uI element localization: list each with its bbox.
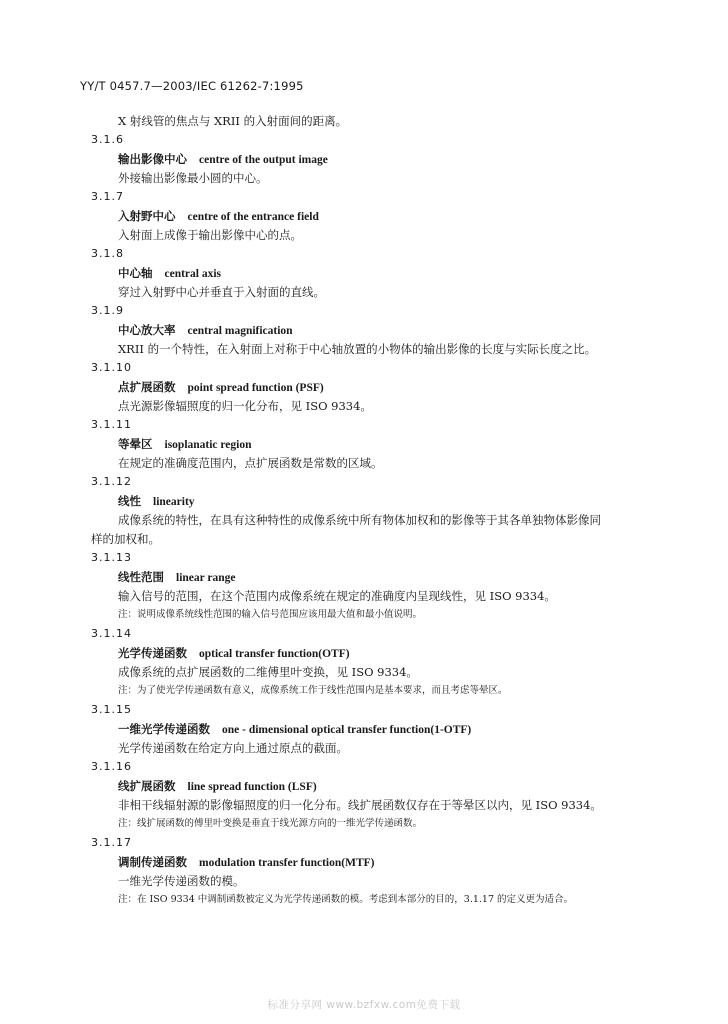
definition-text: 在规定的准确度范围内，点扩展函数是常数的区域。 [118, 456, 383, 470]
term-en: central axis [164, 268, 222, 280]
document-header: YY/T 0457.7—2003/IEC 61262-7:1995 [80, 79, 304, 93]
definition-text: 外接输出影像最小圆的中心。 [118, 171, 268, 185]
term-en: centre of the output image [199, 154, 328, 166]
definition-text: 一维光学传递函数的模。 [118, 874, 245, 888]
clause-number: 3.1.12 [91, 475, 132, 488]
term-en: linear range [176, 572, 236, 584]
note-text: 注：说明成像系统线性范围的输入信号范围应该用最大值和最小值说明。 [118, 609, 423, 620]
term-heading [118, 152, 328, 167]
clause-number: 3.1.17 [91, 836, 132, 849]
clause-number: 3.1.8 [91, 247, 124, 260]
term-heading [118, 646, 350, 661]
definition-text: X 射线管的焦点与 XRII 的入射面间的距离。 [118, 114, 348, 128]
clause-number: 3.1.11 [91, 418, 132, 431]
term-zh: 调制传递函数 [118, 855, 187, 869]
term-en: central magnification [187, 325, 293, 337]
term-zh: 线扩展函数 [118, 779, 176, 793]
term-zh: 等晕区 [118, 437, 153, 451]
definition-text: 点光源影像辐照度的归一化分布，见 ISO 9334。 [118, 399, 372, 413]
note-text: 注：线扩展函数的傅里叶变换是垂直于线光源方向的一维光学传递函数。 [118, 818, 423, 829]
term-zh: 点扩展函数 [118, 380, 176, 394]
term-zh: 光学传递函数 [118, 646, 187, 660]
definition-text: XRII 的一个特性，在入射面上对称于中心轴放置的小物体的输出影像的长度与实际长度之比。 [118, 342, 597, 356]
note-text: 注：在 ISO 9334 中调制函数被定义为光学传递函数的模。考虑到本部分的目的，3.1.17 的定义更为适合。 [118, 894, 574, 905]
term-heading [118, 855, 374, 870]
definition-text: 成像系统的点扩展函数的二维傅里叶变换，见 ISO 9334。 [118, 665, 418, 679]
term-zh: 一维光学传递函数 [118, 722, 210, 736]
term-en: point spread function (PSF) [187, 382, 324, 394]
term-en: modulation transfer function(MTF) [199, 857, 375, 869]
clause-number: 3.1.7 [91, 190, 124, 203]
watermark-footer: 标准分享网 www.bzfxw.com免费下载 [267, 999, 461, 1011]
term-zh: 中心放大率 [118, 323, 176, 337]
term-heading [118, 570, 236, 585]
term-zh: 输出影像中心 [118, 152, 187, 166]
definition-text: 光学传递函数在给定方向上通过原点的截面。 [118, 741, 348, 755]
clause-number: 3.1.9 [91, 304, 124, 317]
term-en: line spread function (LSF) [187, 781, 317, 793]
term-heading [118, 323, 293, 338]
term-zh: 中心轴 [118, 266, 153, 280]
definition-text: 输入信号的范围，在这个范围内成像系统在规定的准确度内呈现线性，见 ISO 9334。 [118, 589, 556, 603]
definition-text: 样的加权和。 [91, 532, 160, 546]
term-en: optical transfer function(OTF) [199, 648, 350, 660]
definition-text: 非相干线辐射源的影像辐照度的归一化分布。线扩展函数仅存在于等晕区以内，见 ISO 9334。 [118, 798, 602, 812]
clause-number: 3.1.13 [91, 551, 132, 564]
term-heading [118, 494, 195, 509]
term-heading [118, 266, 221, 281]
note-text: 注：为了使光学传递函数有意义，成像系统工作于线性范围内是基本要求，而且考虑等晕区。 [118, 685, 508, 696]
term-en: isoplanatic region [164, 439, 252, 451]
clause-number: 3.1.10 [91, 361, 132, 374]
definition-text: 入射面上成像于输出影像中心的点。 [118, 228, 302, 242]
clause-number: 3.1.16 [91, 760, 132, 773]
term-en: centre of the entrance field [187, 211, 319, 223]
term-heading [118, 437, 252, 452]
definition-text: 成像系统的特性，在具有这种特性的成像系统中所有物体加权和的影像等于其各单独物体影像同 [118, 513, 601, 527]
term-heading [118, 380, 324, 395]
term-zh: 入射野中心 [118, 209, 176, 223]
term-heading [118, 209, 319, 224]
clause-number: 3.1.14 [91, 627, 132, 640]
term-zh: 线性范围 [118, 570, 164, 584]
term-heading [118, 779, 317, 794]
term-en: one - dimensional optical transfer function(1-OTF) [222, 724, 472, 736]
clause-number: 3.1.6 [91, 133, 124, 146]
clause-number: 3.1.15 [91, 703, 132, 716]
term-zh: 线性 [118, 494, 141, 508]
term-heading [118, 722, 471, 737]
term-en: linearity [153, 496, 195, 508]
definition-text: 穿过入射野中心并垂直于入射面的直线。 [118, 285, 325, 299]
